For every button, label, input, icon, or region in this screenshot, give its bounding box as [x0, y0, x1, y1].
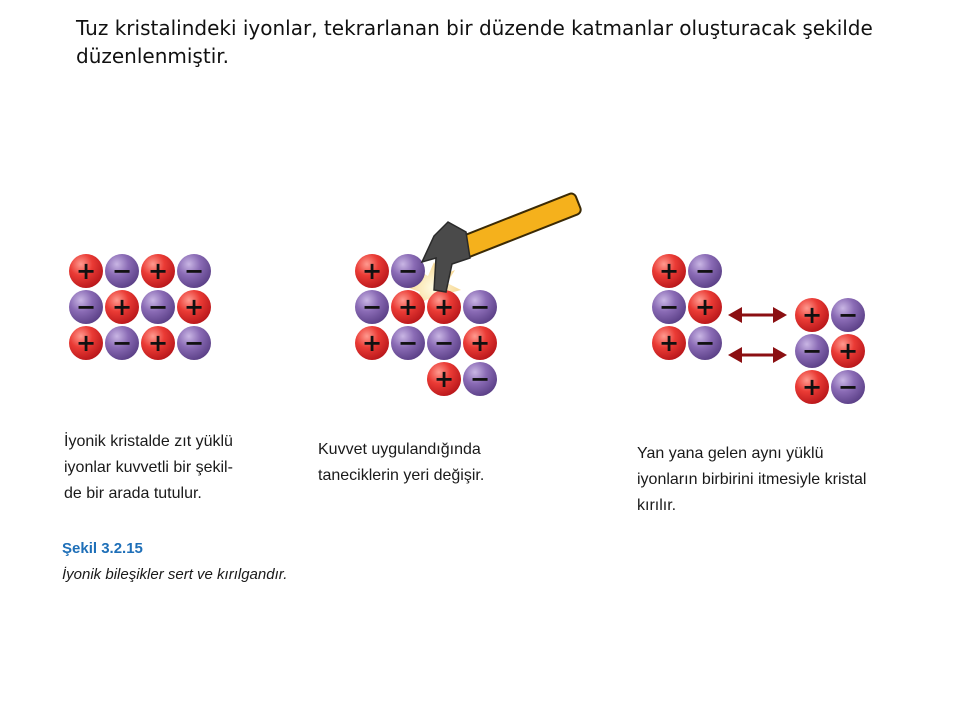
cation-ion	[463, 326, 497, 360]
ion-grid-stable-crystal	[69, 254, 211, 360]
cation-ion	[177, 290, 211, 324]
ion-charge-label: −	[837, 373, 859, 401]
ion-charge-label: −	[183, 257, 205, 285]
ion-charge-label: +	[147, 257, 169, 285]
ion-charge-label: +	[837, 337, 859, 365]
ion-charge-label: −	[397, 257, 419, 285]
ion-charge-label: −	[147, 293, 169, 321]
ion-charge-label: +	[433, 365, 455, 393]
ion-charge-label: +	[397, 293, 419, 321]
ion-charge-label: −	[111, 329, 133, 357]
caption-crystal-breaks: Yan yana gelen aynı yüklü iyonların birbirini itmesiyle kristal kırılır.	[637, 445, 867, 514]
ion-charge-label: +	[694, 293, 716, 321]
ion-charge-label: −	[469, 365, 491, 393]
anion-ion	[177, 326, 211, 360]
ion-charge-label: +	[183, 293, 205, 321]
cation-ion	[831, 334, 865, 368]
cation-ion	[795, 370, 829, 404]
ion-charge-label: −	[183, 329, 205, 357]
ion-charge-label: −	[397, 329, 419, 357]
cation-ion	[141, 326, 175, 360]
ion-charge-label: −	[694, 257, 716, 285]
cation-ion	[427, 362, 461, 396]
anion-ion	[688, 254, 722, 288]
ion-charge-label: −	[658, 293, 680, 321]
ion-grid-broken-left	[652, 254, 722, 360]
cation-ion	[355, 326, 389, 360]
hammer-icon	[422, 192, 582, 292]
anion-ion	[652, 290, 686, 324]
figure-description: İyonik bileşikler sert ve kırılgandır.	[62, 566, 288, 583]
anion-ion	[831, 298, 865, 332]
ion-charge-label: −	[694, 329, 716, 357]
ion-charge-label: +	[433, 293, 455, 321]
ion-charge-label: +	[801, 373, 823, 401]
cation-ion	[105, 290, 139, 324]
cation-ion	[69, 326, 103, 360]
anion-ion	[177, 254, 211, 288]
anion-ion	[688, 326, 722, 360]
caption-force-applied: Kuvvet uygulandığında taneciklerin yeri değişir.	[318, 441, 485, 484]
ion-charge-label: +	[75, 329, 97, 357]
ion-charge-label: −	[75, 293, 97, 321]
cation-ion	[69, 254, 103, 288]
cation-ion	[652, 326, 686, 360]
anion-ion	[355, 290, 389, 324]
hammer-handle	[455, 192, 582, 259]
ion-charge-label: +	[147, 329, 169, 357]
anion-ion	[69, 290, 103, 324]
anion-ion	[391, 254, 425, 288]
anion-ion	[391, 326, 425, 360]
ion-charge-label: +	[111, 293, 133, 321]
repulsion-arrow	[728, 347, 787, 363]
ion-grid-broken-right	[795, 298, 865, 404]
repulsion-arrow	[728, 307, 787, 323]
anion-ion	[831, 370, 865, 404]
ion-charge-label: +	[469, 329, 491, 357]
anion-ion	[463, 362, 497, 396]
ion-charge-label: −	[361, 293, 383, 321]
ion-charge-label: −	[837, 301, 859, 329]
ion-charge-label: +	[75, 257, 97, 285]
anion-ion	[795, 334, 829, 368]
figure-label: Şekil 3.2.15	[62, 540, 143, 557]
cation-ion	[795, 298, 829, 332]
ion-charge-label: −	[433, 329, 455, 357]
ion-charge-label: −	[469, 293, 491, 321]
anion-ion	[427, 326, 461, 360]
slide-title: Tuz kristalindeki iyonlar, tekrarlanan bir düzende katmanlar oluşturacak şekilde düzenlenmiştir.	[76, 16, 873, 68]
anion-ion	[105, 254, 139, 288]
ion-charge-label: −	[801, 337, 823, 365]
ion-charge-label: +	[361, 257, 383, 285]
caption-stable-crystal: İyonik kristalde zıt yüklü iyonlar kuvvetli bir şekil- de bir arada tutulur.	[64, 433, 233, 502]
cation-ion	[688, 290, 722, 324]
anion-ion	[463, 290, 497, 324]
cation-ion	[427, 290, 461, 324]
ion-charge-label: +	[658, 257, 680, 285]
anion-ion	[105, 326, 139, 360]
ion-charge-label: +	[658, 329, 680, 357]
ion-charge-label: +	[801, 301, 823, 329]
ion-charge-label: −	[111, 257, 133, 285]
ion-charge-label: +	[361, 329, 383, 357]
cation-ion	[652, 254, 686, 288]
cation-ion	[355, 254, 389, 288]
cation-ion	[391, 290, 425, 324]
anion-ion	[141, 290, 175, 324]
cation-ion	[141, 254, 175, 288]
